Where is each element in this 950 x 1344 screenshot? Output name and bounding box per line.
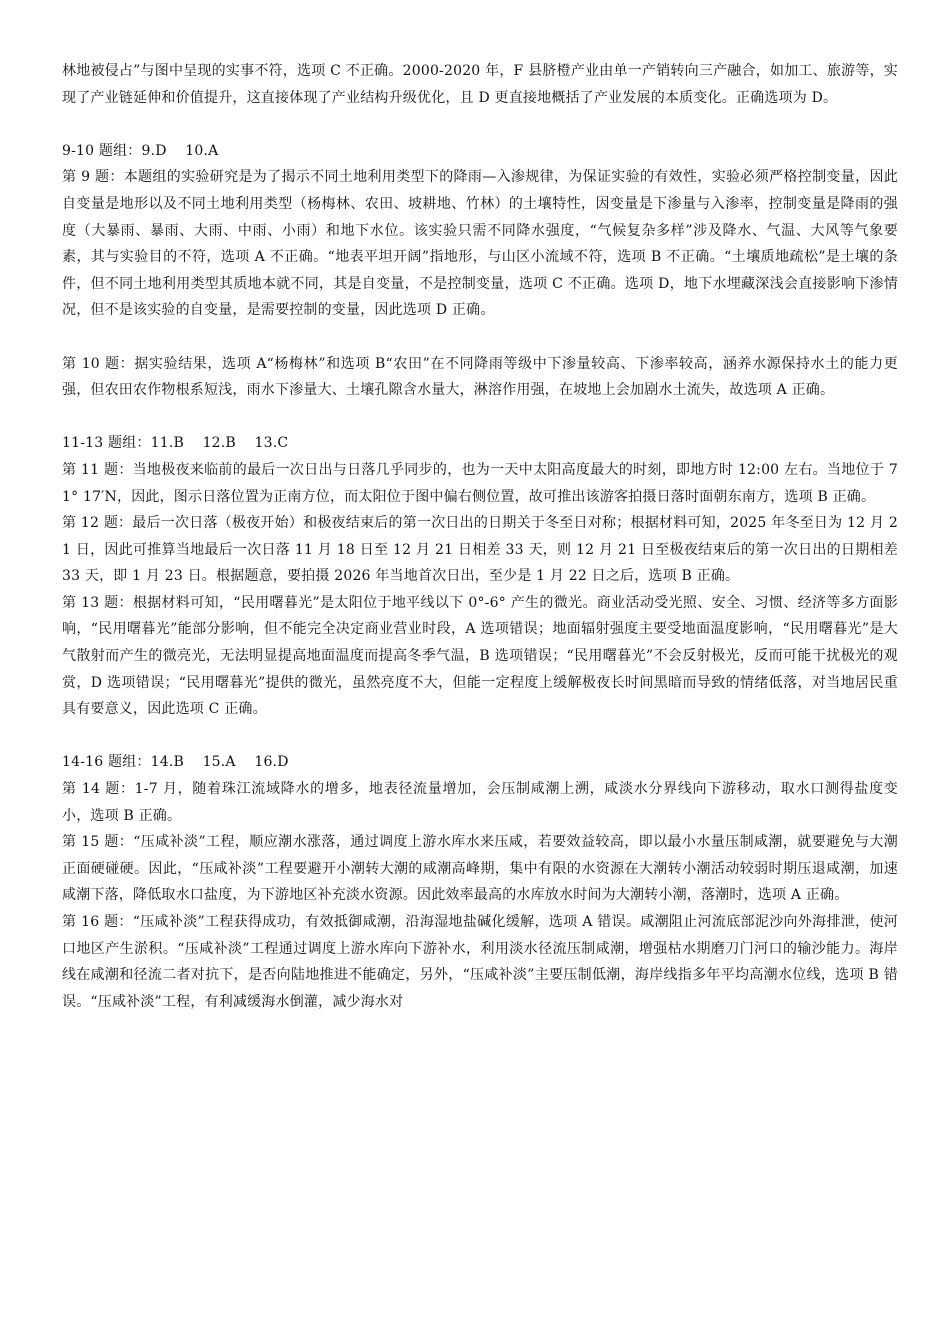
explanation-q14: 第 14 题：1-7 月，随着珠江流域降水的增多，地表径流量增加，会压制咸潮上溯，咸淡水分界线向下游移动，取水口测得盐度变小，选项 B 正确。: [62, 781, 898, 824]
explanation-q16: 第 16 题：“压咸补淡”工程获得成功，有效抵御咸潮，沿海湿地盐碱化缓解，选项 A 错误。咸潮阻止河流底部泥沙向外海排泄，使河口地区产生淤积。“压咸补淡”工程通过调度上游水库向下游补水，利用淡水径流压制咸潮，增强枯水期磨刀门河口的输沙能力。海岸线在咸潮和径流二者对抗下，是否向陆地推进不能确定，另外，“压咸补淡”主要压制低潮，海岸线指多年平均高潮水位线，选项 B 错误。“压咸补淡”工程，有利减缓海水倒灌，减少海水对: [62, 914, 898, 1010]
explanation-q11: 第 11 题：当地极夜来临前的最后一次日出与日落几乎同步的，也为一天中太阳高度最大的时刻，即地方时 12:00 左右。当地位于 71° 17′N，因此，图示日落位置为正南方位，而太阳位于图中偏右侧位置，故可推出该游客拍摄日落时面朝东南方，选项 B 正确。: [62, 461, 898, 505]
answers-9-10: 9-10 题组：9.D 10.A: [62, 142, 219, 159]
spacer: [62, 324, 898, 351]
spacer: [62, 723, 898, 750]
spacer: [62, 404, 898, 431]
document-page: [62, 58, 898, 1015]
answers-11-13: 11-13 题组：11.B 12.B 13.C: [62, 435, 289, 452]
explanation-q12: 第 12 题：最后一次日落（极夜开始）和极夜结束后的第一次日出的日期关于冬至日对称；根据材料可知，2025 年冬至日为 12 月 21 日，因此可推算当地最后一次日落 11 月 18 日至 12 月 21 日相差 33 天，则 12 月 21 日至极夜结束后的第一次日出的日期相差 33 天，即 1 月 23 日。根据题意，要拍摄 2026 年当地首次日出，至少是 1 月 22 日之后，选项 B 正确。: [62, 515, 898, 585]
explanation-q15: 第 15 题：“压咸补淡”工程，顺应潮水涨落，通过调度上游水库水来压咸，若要效益较高，即以最小水量压制咸潮，就要避免与大潮正面硬碰硬。因此，“压咸补淡”工程要避开小潮转大潮的咸潮高峰期，集中有限的水资源在大潮转小潮活动较弱时期压退咸潮，加速咸潮下落，降低取水口盐度，为下游地区补充淡水资源。因此效率最高的水库放水时间为大潮转小潮，落潮时，选项 A 正确。: [62, 834, 898, 904]
explanation-q9: 第 9 题：本题组的实验研究是为了揭示不同土地利用类型下的降雨—入渗规律，为保证实验的有效性，实验必须严格控制变量，因此自变量是地形以及不同土地利用类型（杨梅林、农田、坡耕地、竹林）的土壤特性，因变量是下渗量与入渗率，控制变量是降雨的强度（大暴雨、暴雨、大雨、中雨、小雨）和地下水位。该实验只需不同降水强度，“气候复杂多样”涉及降水、气温、大风等气象要素，其与实验目的不符，选项 A 不正确。“地表平坦开阔”指地形，与山区小流域不符，选项 B 不正确。“土壤质地疏松”是土壤的条件，但不同土地利用类型其质地本就不同，其是自变量，不是控制变量，选项 C 不正确。选项 D，地下水埋藏深浅会直接影响下渗情况，但不是该实验的自变量，是需要控制的变量，因此选项 D 正确。: [62, 169, 898, 319]
answers-14-16: 14-16 题组：14.B 15.A 16.D: [62, 754, 289, 771]
intro-paragraph: 林地被侵占”与图中呈现的实事不符，选项 C 不正确。2000-2020 年，F 县脐橙产业由单一产销转向三产融合，如加工、旅游等，实现了产业链延伸和价值提升，这直接体现了产业结构升级优化，且 D 更直接地概括了产业发展的本质变化。正确选项为 D。: [62, 63, 898, 106]
explanation-q10: 第 10 题：据实验结果，选项 A“杨梅林”和选项 B“农田”在不同降雨等级中下渗量较高、下渗率较高，涵养水源保持水土的能力更强，但农田农作物根系短浅，雨水下渗量大、土壤孔隙含水量大，淋溶作用强，在坡地上会加剧水土流失，故选项 A 正确。: [62, 355, 898, 399]
explanation-q13: 第 13 题：根据材料可知，“民用曙暮光”是太阳位于地平线以下 0°-6° 产生的微光。商业活动受光照、安全、习惯、经济等多方面影响，“民用曙暮光”能部分影响，但不能完全决定商业营业时段，A 选项错误；地面辐射强度主要受地面温度影响，“民用曙暮光”是大气散射而产生的微亮光，无法明显提高地面温度而提高冬季气温，B 选项错误；“民用曙暮光”不会反射极光，反而可能干扰极光的观赏，D 选项错误；“民用曙暮光”提供的微光，虽然亮度不大，但能一定程度上缓解极夜长时间黑暗而导致的情绪低落，对当地居民重具有要意义，因此选项 C 正确。: [62, 594, 898, 718]
spacer: [62, 111, 898, 138]
